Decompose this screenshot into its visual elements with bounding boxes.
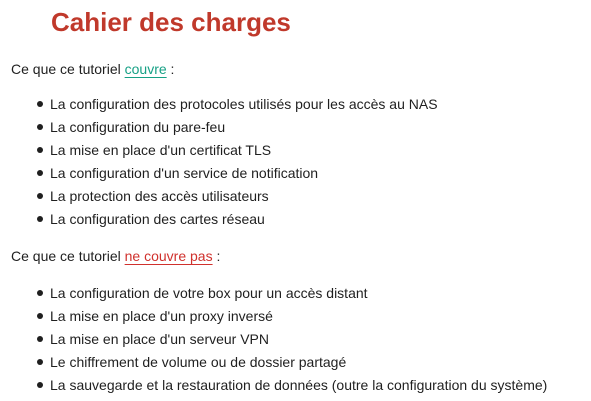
list-item bbox=[0, 117, 438, 140]
covers-intro bbox=[11, 59, 174, 79]
list-item-text: La configuration des cartes réseau bbox=[50, 211, 265, 227]
list-item-text: La mise en place d'un serveur VPN bbox=[50, 331, 270, 347]
list-item bbox=[0, 283, 547, 306]
list-item bbox=[0, 375, 547, 398]
list-item bbox=[0, 352, 547, 375]
bullet-icon bbox=[37, 290, 43, 296]
not-covers-keyword: ne couvre pas bbox=[124, 248, 213, 264]
list-item-text: Le chiffrement de volume ou de dossier partagé bbox=[50, 354, 347, 370]
list-item bbox=[0, 329, 547, 352]
covers-keyword: couvre bbox=[124, 61, 167, 77]
list-item bbox=[0, 94, 438, 117]
bullet-icon bbox=[37, 336, 43, 342]
list-item-text: La configuration d'un service de notification bbox=[50, 165, 319, 181]
list-item bbox=[0, 306, 547, 329]
covers-intro-prefix: Ce que ce tutoriel bbox=[11, 61, 125, 77]
list-item-text: La protection des accès utilisateurs bbox=[50, 188, 269, 204]
list-item-text: La configuration du pare-feu bbox=[50, 119, 226, 135]
covers-intro-suffix: : bbox=[166, 61, 175, 77]
not-covers-intro-suffix: : bbox=[212, 248, 221, 264]
bullet-icon bbox=[37, 124, 43, 130]
not-covers-list bbox=[0, 283, 547, 398]
not-covers-intro-prefix: Ce que ce tutoriel bbox=[11, 248, 125, 264]
list-item bbox=[0, 163, 438, 186]
list-item-text: La mise en place d'un certificat TLS bbox=[50, 142, 272, 158]
covers-list bbox=[0, 94, 438, 232]
list-item-text: La sauvegarde et la restauration de données (outre la configuration du système) bbox=[50, 377, 548, 393]
bullet-icon bbox=[37, 382, 43, 388]
list-item-text: La mise en place d'un proxy inversé bbox=[50, 308, 273, 324]
list-item bbox=[0, 140, 438, 163]
bullet-icon bbox=[37, 101, 43, 107]
page-title: Cahier des charges bbox=[51, 7, 291, 37]
list-item-text: La configuration de votre box pour un accès distant bbox=[50, 285, 368, 301]
bullet-icon bbox=[37, 147, 43, 153]
bullet-icon bbox=[37, 170, 43, 176]
bullet-icon bbox=[37, 359, 43, 365]
bullet-icon bbox=[37, 193, 43, 199]
list-item-text: La configuration des protocoles utilisés pour les accès au NAS bbox=[50, 96, 438, 112]
bullet-icon bbox=[37, 216, 43, 222]
bullet-icon bbox=[37, 313, 43, 319]
not-covers-intro bbox=[11, 246, 220, 266]
list-item bbox=[0, 209, 438, 232]
list-item bbox=[0, 186, 438, 209]
